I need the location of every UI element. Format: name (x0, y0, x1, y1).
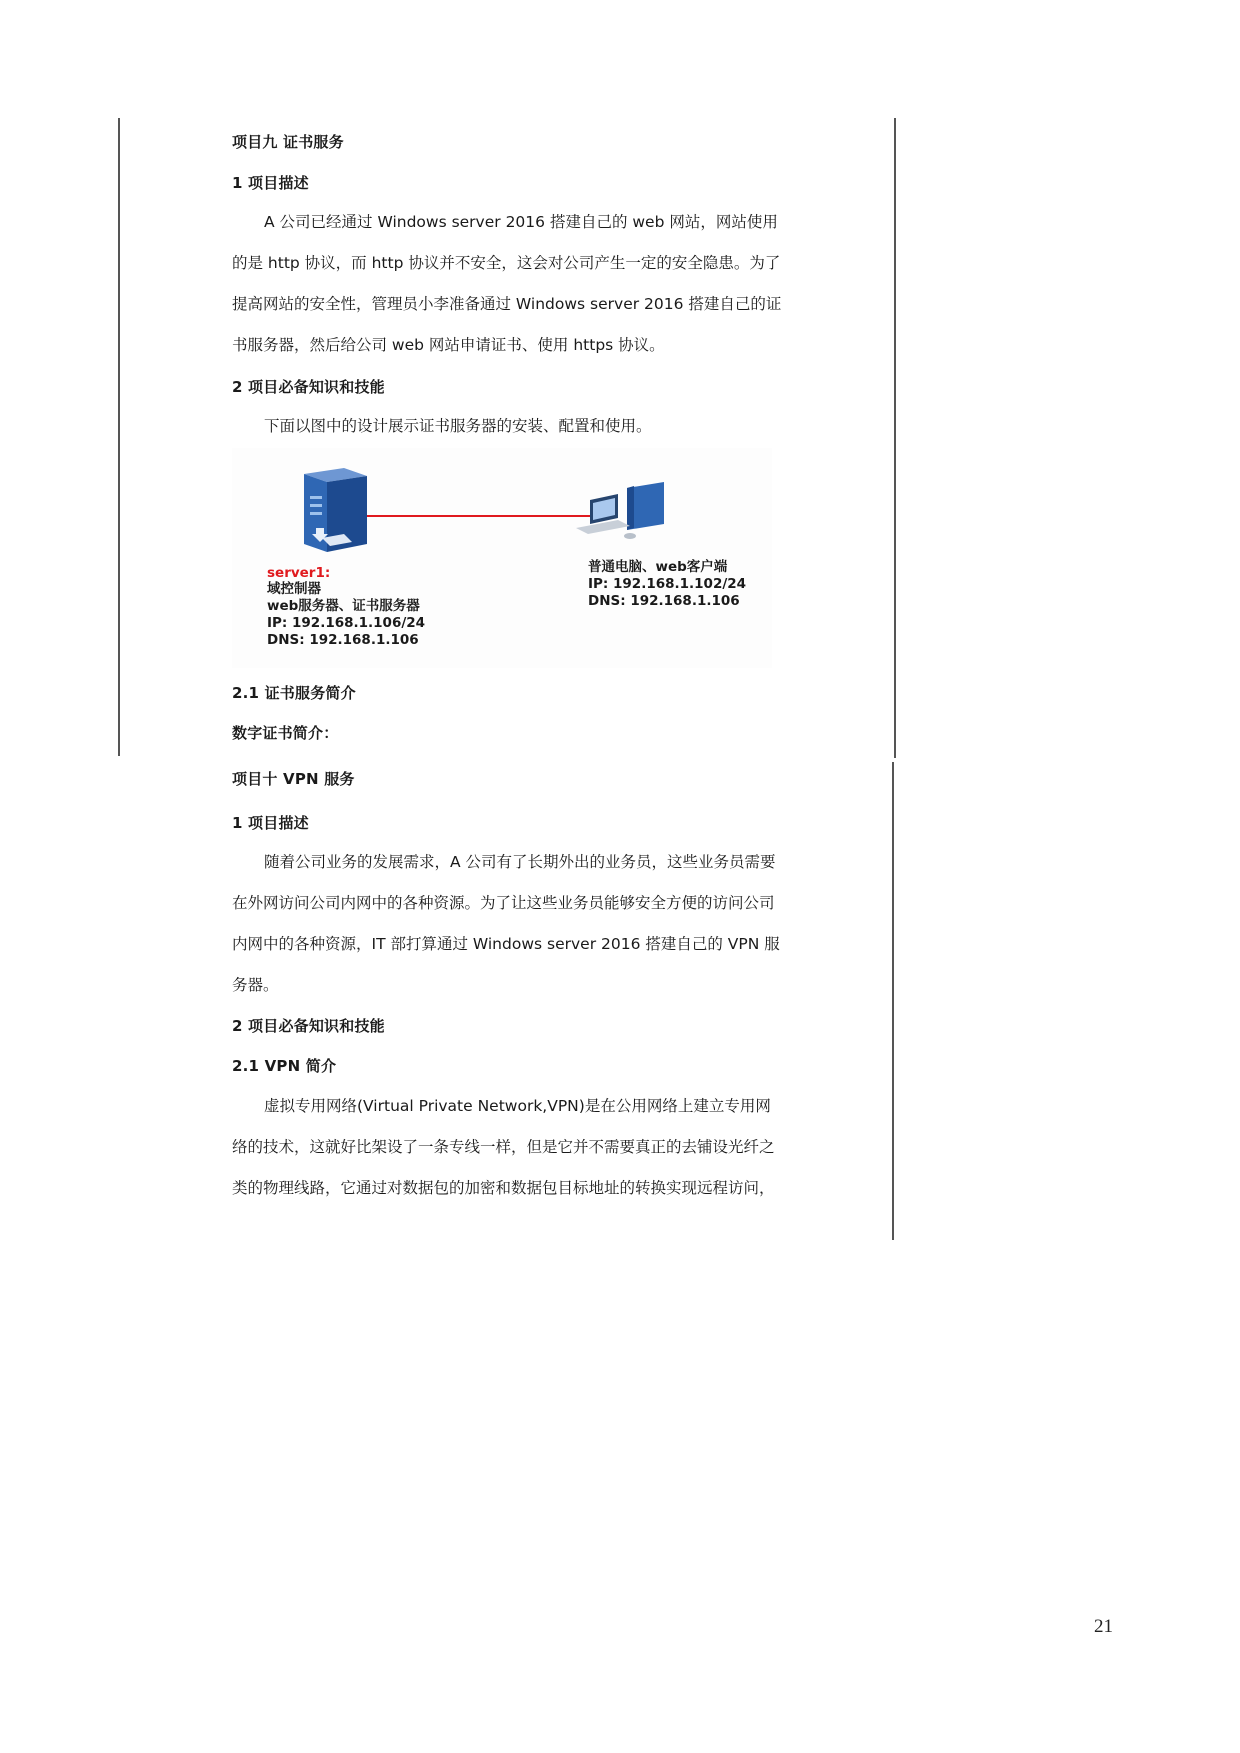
paragraph-line: 下面以图中的设计展示证书服务器的安装、配置和使用。 (264, 417, 652, 435)
page-number: 21 (1094, 1616, 1113, 1637)
paragraph-line: 络的技术，这就好比架设了一条专线一样，但是它并不需要真正的去铺设光纤之 (232, 1138, 775, 1156)
left-border-line (118, 118, 120, 756)
paragraph-line: 书服务器，然后给公司 web 网站申请证书、使用 https 协议。 (232, 336, 665, 354)
project10-sec1-heading: 1 项目描述 (232, 814, 309, 832)
client-dns-label: DNS: 192.168.1.106 (588, 593, 740, 609)
paragraph-line: 虚拟专用网络(Virtual Private Network,VPN)是在公用网络上建立专用网 (264, 1097, 771, 1115)
paragraph-line: 提高网站的安全性，管理员小李准备通过 Windows server 2016 搭建自己的证 (232, 295, 782, 313)
paragraph-line: 类的物理线路，它通过对数据包的加密和数据包目标地址的转换实现远程访问， (232, 1179, 775, 1197)
project9-title: 项目九 证书服务 (232, 133, 344, 151)
client-ip-label: IP: 192.168.1.102/24 (588, 576, 747, 592)
project9-sec21-heading: 2.1 证书服务简介 (232, 684, 356, 702)
project9-sec21-subheading: 数字证书简介： (232, 724, 339, 742)
paragraph-line: 的是 http 协议，而 http 协议并不安全，这会对公司产生一定的安全隐患。为了 (232, 254, 781, 272)
server-dns-label: DNS: 192.168.1.106 (267, 632, 419, 648)
project10-title: 项目十 VPN 服务 (232, 770, 355, 788)
project10-sec21-heading: 2.1 VPN 简介 (232, 1057, 337, 1075)
project9-sec2-heading: 2 项目必备知识和技能 (232, 378, 385, 396)
paragraph-line: 在外网访问公司内网中的各种资源。为了让这些业务员能够安全方便的访问公司 (232, 894, 775, 912)
server-name-label: server1: (267, 565, 331, 581)
paragraph-line: 务器。 (232, 976, 279, 994)
paragraph-line: A 公司已经通过 Windows server 2016 搭建自己的 web 网站，网站使用 (264, 213, 778, 231)
server-ip-label: IP: 192.168.1.106/24 (267, 615, 426, 631)
right-border-line-bottom (892, 762, 894, 1240)
server-role-label: 域控制器 (267, 581, 321, 597)
project9-sec1-heading: 1 项目描述 (232, 174, 309, 192)
project10-section (232, 0, 792, 1240)
paragraph-line: 内网中的各种资源，IT 部打算通过 Windows server 2016 搭建自己的 VPN 服 (232, 935, 780, 953)
project10-sec1-paragraph (232, 842, 792, 1006)
client-role-label: 普通电脑、web客户端 (588, 559, 728, 575)
project10-sec2-heading: 2 项目必备知识和技能 (232, 1017, 385, 1035)
server-services-label: web服务器、证书服务器 (267, 598, 420, 614)
paragraph-line: 随着公司业务的发展需求，A 公司有了长期外出的业务员，这些业务员需要 (264, 853, 776, 871)
project10-sec21-paragraph (232, 1086, 792, 1209)
right-border-line-top (894, 118, 896, 758)
